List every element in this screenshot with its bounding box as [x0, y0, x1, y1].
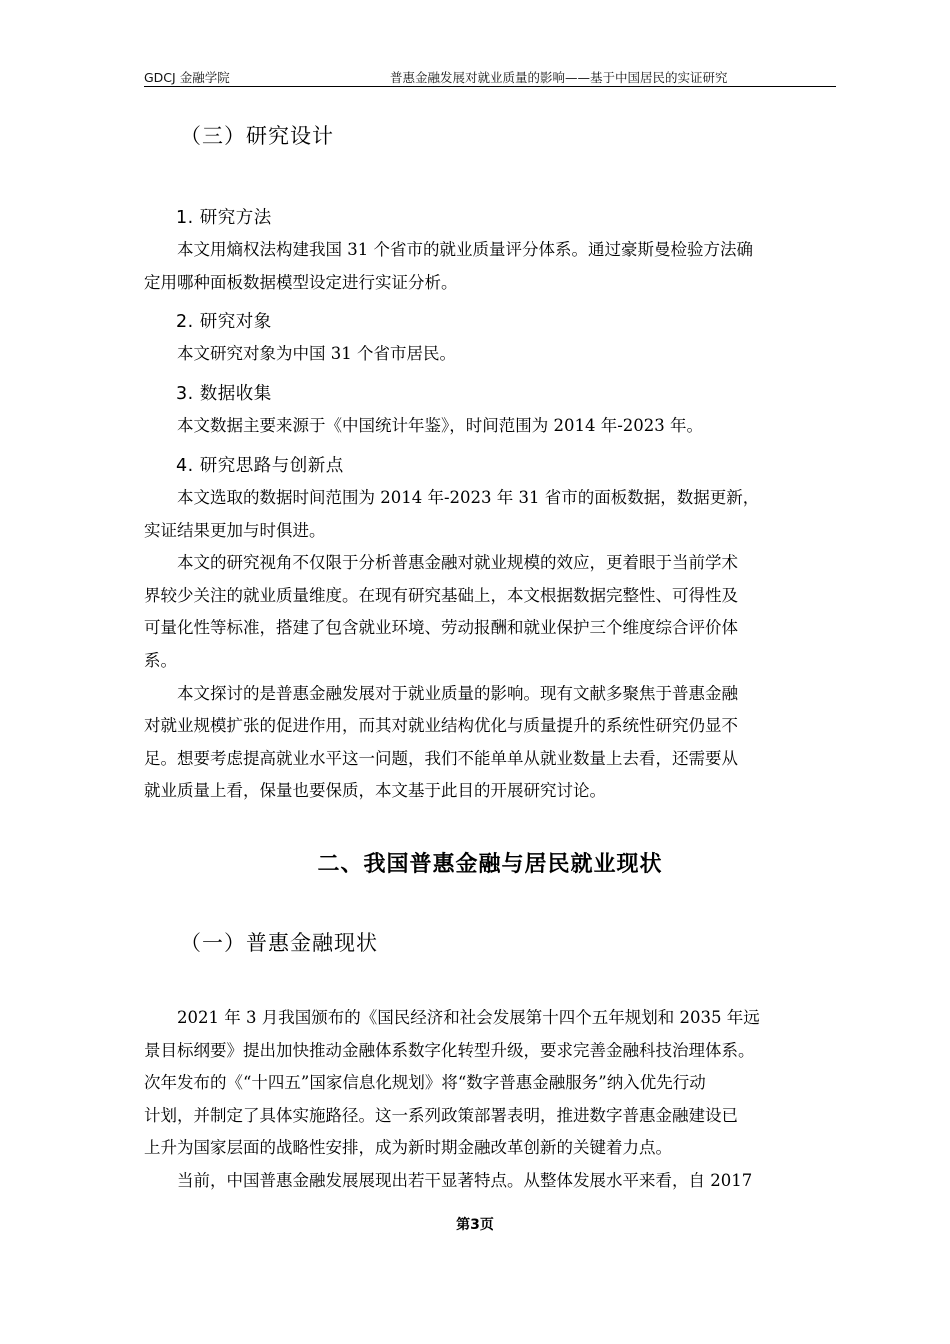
section-heading-inclusive-finance: （一）普惠金融现状	[180, 931, 378, 955]
text-line: 足。想要考虑提高就业水平这一问题，我们不能单单从就业数量上去看，还需要从	[144, 748, 738, 768]
text-line: 界较少关注的就业质量维度。在现有研究基础上，本文根据数据完整性、可得性及	[144, 585, 738, 605]
text-line: 2021 年 3 月我国颁布的《国民经济和社会发展第十四个五年规划和 2035 年远	[177, 1008, 760, 1027]
text-line: 对就业规模扩张的促进作用，而其对就业结构优化与质量提升的系统性研究仍显不	[144, 716, 738, 736]
subheading-research-ideas: 4. 研究思路与创新点	[176, 456, 344, 476]
text-line: 本文探讨的是普惠金融发展对于就业质量的影响。现有文献多聚焦于普惠金融	[177, 683, 738, 703]
header-institution: GDCJ 金融学院	[144, 70, 230, 85]
page-number: 第3页	[456, 1217, 494, 1233]
chapter-heading: 二、我国普惠金融与居民就业现状	[317, 852, 663, 877]
text-line: 本文数据主要来源于《中国统计年鉴》，时间范围为 2014 年-2023 年。	[177, 416, 704, 435]
text-line: 景目标纲要》提出加快推动金融体系数字化转型升级，要求完善金融科技治理体系。	[144, 1040, 755, 1060]
paragraph-research-method	[144, 234, 836, 299]
subheading-research-method: 1. 研究方法	[176, 208, 272, 228]
paragraph-research-ideas	[144, 482, 836, 808]
paragraph-research-object	[144, 338, 836, 371]
text-line: 本文的研究视角不仅限于分析普惠金融对就业规模的效应，更着眼于当前学术	[177, 553, 738, 573]
text-line: 本文选取的数据时间范围为 2014 年-2023 年 31 省市的面板数据，数据更新，	[177, 488, 760, 507]
header-divider	[144, 86, 836, 87]
paragraph-data-collection	[144, 410, 836, 443]
subheading-data-collection: 3. 数据收集	[176, 384, 272, 404]
text-line: 次年发布的《“十四五”国家信息化规划》将“数字普惠金融服务”纳入优先行动	[144, 1073, 706, 1093]
text-line: 定用哪种面板数据模型设定进行实证分析。	[144, 272, 458, 292]
section-heading-research-design: （三）研究设计	[180, 124, 334, 148]
text-line: 系。	[144, 650, 177, 670]
text-line: 可量化性等标准，搭建了包含就业环境、劳动报酬和就业保护三个维度综合评价体	[144, 618, 738, 638]
page-header	[144, 66, 836, 86]
text-line: 本文研究对象为中国 31 个省市居民。	[177, 344, 456, 363]
subheading-research-object: 2. 研究对象	[176, 312, 272, 332]
text-line: 就业质量上看，保量也要保质，本文基于此目的开展研究讨论。	[144, 781, 606, 801]
text-line: 实证结果更加与时俱进。	[144, 520, 326, 540]
paragraph-inclusive-finance	[144, 1002, 836, 1198]
text-line: 本文用熵权法构建我国 31 个省市的就业质量评分体系。通过豪斯曼检验方法确	[177, 240, 753, 259]
text-line: 计划，并制定了具体实施路径。这一系列政策部署表明，推进数字普惠金融建设已	[144, 1105, 738, 1125]
text-line: 上升为国家层面的战略性安排，成为新时期金融改革创新的关键着力点。	[144, 1138, 672, 1158]
text-line: 当前，中国普惠金融发展展现出若干显著特点。从整体发展水平来看，自 2017	[177, 1170, 753, 1190]
header-paper-title: 普惠金融发展对就业质量的影响——基于中国居民的实证研究	[390, 70, 728, 85]
